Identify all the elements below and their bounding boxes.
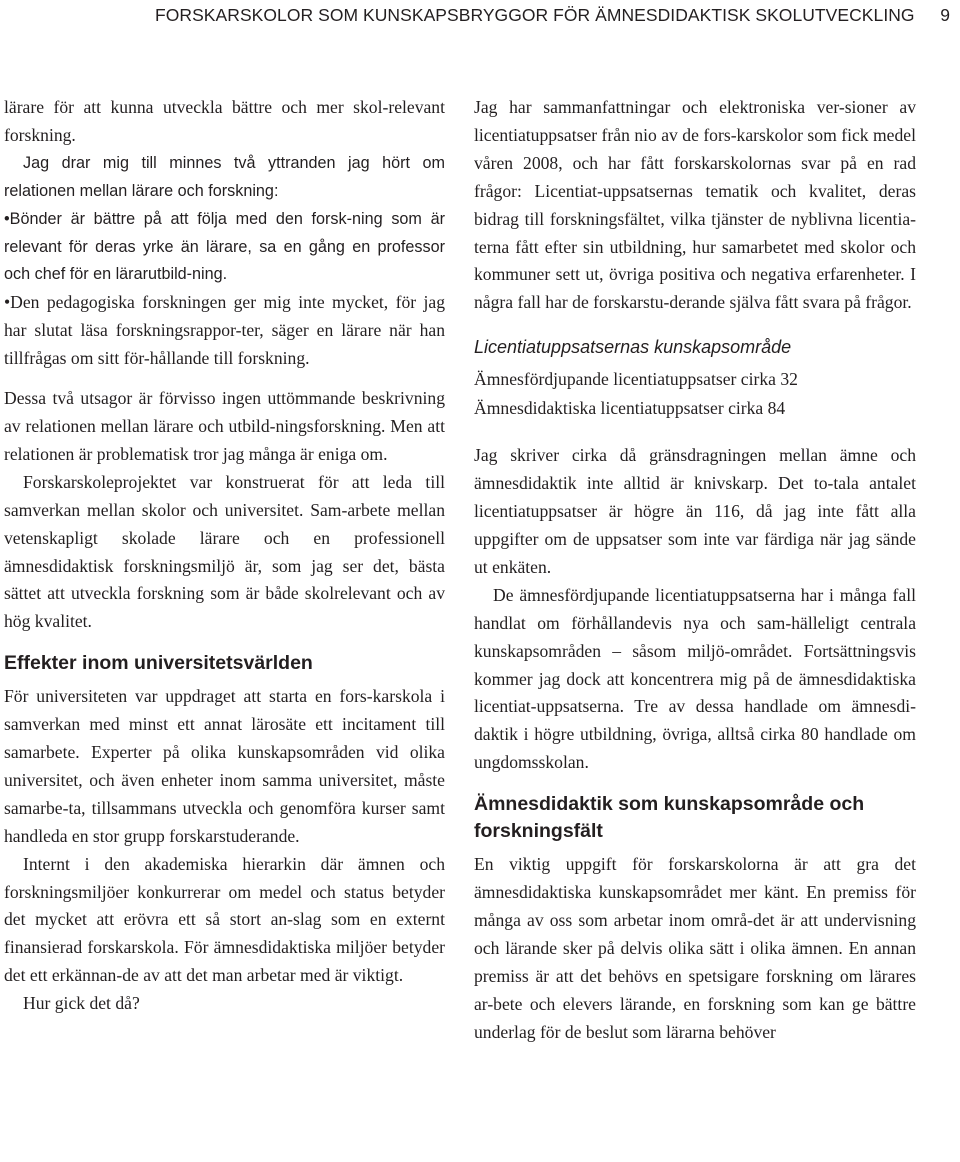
running-header — [0, 2, 960, 28]
subheading: Licentiatuppsatsernas kunskapsområde — [474, 337, 792, 358]
list-item: Ämnesfördjupande licentiatuppsatser cirka 32 — [474, 369, 798, 390]
paragraph: Jag har sammanfattningar och elektroniska ver-sioner av licentiatuppsatser från nio av de fors-karskolor som fick medel våren 2008, och har fått forskarskolornas svar på en rad frågor: Licentiat-uppsatsernas tematik och kvalitet, deras bidrag till forskningsfältet, vilka tjänster de nyblivna licentia-terna fått efter sin utbildning, hur samarbetet med skolor och kommuner sett ut, övriga positiva och negativa erfarenheter. I några fall har de forskarstu-derande själva fått svara på frågor. — [474, 97, 916, 313]
paragraph: Forskarskoleprojektet var konstruerat för att leda till samverkan mellan skolor och universitet. Sam-arbete mellan vetenskapligt skolade lärare och en professionell ämnesdidaktisk forskningsmiljö är, som jag ser det, bästa sättet att utveckla forskning som är både skolrelevant och av hög kvalitet. — [4, 471, 445, 632]
left-column — [4, 94, 445, 1018]
section-heading: Effekter inom universitetsvärlden — [4, 652, 313, 675]
paragraph: De ämnesfördjupande licentiatuppsatserna har i många fall handlat om förhållandevis nya och sam-hälleligt centrala kunskapsområden – såsom miljö-området. Fortsättningsvis kommer jag dock att koncentrera mig på de ämnesdidaktiska licentiat-uppsatserna. Tre av dessa handlade om ämnesdi-daktik i högre utbildning, övriga, alltså cirka 80 handlade om ungdomsskolan. — [474, 584, 916, 773]
list-item: Ämnesdidaktiska licentiatuppsatser cirka 84 — [474, 397, 786, 418]
bullet-icon: • — [4, 292, 11, 313]
paragraph: Dessa två utsagor är förvisso ingen uttömmande beskrivning av relationen mellan lärare och utbild-ningsforskning. Men att relationen är problematisk tror jag många är eniga om. — [4, 388, 445, 464]
paragraph: En viktig uppgift för forskarskolorna är att gra det ämnesdidaktiska kunskapsområdet mer känt. En premiss för många av oss som arbetar inom områ-det är att undervisning och lärande sker på delvis olika sätt i olika ämnen. En annan premiss är att det behövs en spetsigare forskning om lärares ar-bete och elevers lärande, en forskning som kan ge bättre underlag för de beslut som lärarna behöver — [474, 854, 916, 1042]
paragraph: Internt i den akademiska hierarkin där ämnen och forskningsmiljöer konkurrerar om medel och status betyder det mycket att erövra ett så stort an-slag som en externt finansierad forskarskola. För ämnesdidaktiska miljöer betyder det ett erkännan-de av att det man arbetar med är viktigt. — [4, 853, 445, 986]
paragraph: För universiteten var uppdraget att starta en fors-karskola i samverkan med minst ett annat lärosäte ett incitament till samarbete. Experter på olika kunskapsområden vid olika universitet, och även enheter inom samma universitet, måste samarbe-ta, tillsammans utveckla och genomföra kurser samt handleda en stor grupp forskarstuderande. — [4, 686, 445, 846]
section-heading: Ämnesdidaktik som kunskapsområde och forskningsfält — [474, 793, 865, 843]
bullet-item — [4, 206, 445, 290]
paragraph: lärare för att kunna utveckla bättre och mer skol-relevant forskning. — [4, 97, 445, 145]
paragraph: Jag skriver cirka då gränsdragningen mellan ämne och ämnesdidaktik inte alltid är knivskarp. Det to-tala antalet licentiatuppsatser är högre än 116, då jag inte fått alla uppgifter om de uppsatser som inte var färdiga när jag sände ut enkäten. — [474, 445, 916, 577]
bullet-icon: • — [4, 209, 10, 228]
running-title: FORSKARSKOLOR SOM KUNSKAPSBRYGGOR FÖR ÄMNESDIDAKTISK SKOLUTVECKLING — [155, 5, 915, 25]
paragraph: Hur gick det då? — [23, 993, 140, 1014]
bullet-text: Den pedagogiska forskningen ger mig inte mycket, för jag har slutat läsa forskningsrappor-ter, säger en lärare när han tillfrågas om sitt för-hållande till forskning. — [4, 292, 445, 369]
paragraph: Jag drar mig till minnes två yttranden jag hört om relationen mellan lärare och forskning: — [4, 153, 445, 200]
right-column — [474, 94, 916, 1046]
page-number: 9 — [940, 5, 950, 25]
bullet-text: Bönder är bättre på att följa med den forsk-ning som är relevant för deras yrke än lärare, sa en gång en professor och chef för en lärarutbild-ning. — [4, 209, 445, 284]
bullet-item — [4, 289, 445, 373]
